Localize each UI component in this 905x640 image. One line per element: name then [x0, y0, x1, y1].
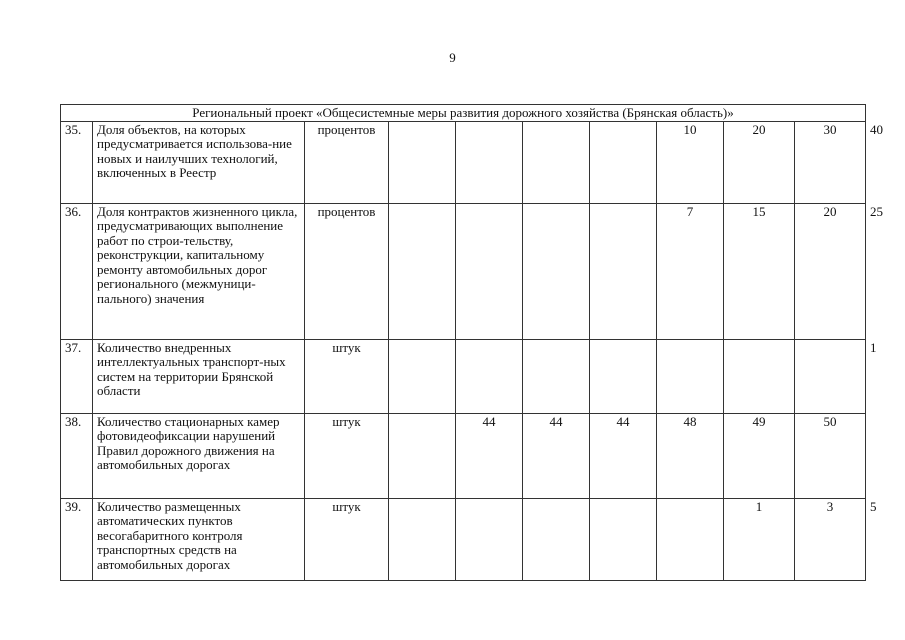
value-cell — [389, 203, 456, 339]
value-cell — [456, 203, 523, 339]
value-cell — [389, 339, 456, 413]
value-cell — [523, 498, 590, 580]
value-cell: 7 — [657, 203, 724, 339]
value-cell: 49 — [724, 413, 795, 498]
value-cell — [389, 413, 456, 498]
value-cell — [456, 121, 523, 203]
section-header-row — [61, 105, 866, 122]
value-cell — [795, 339, 866, 413]
value-cell: 30 — [795, 121, 866, 203]
value-cell: 48 — [657, 413, 724, 498]
value-cell: 20 — [724, 121, 795, 203]
value-cell — [657, 498, 724, 580]
row-number: 35. — [61, 121, 93, 203]
value-cell — [456, 498, 523, 580]
value-cell: 50 — [795, 413, 866, 498]
row-number: 37. — [61, 339, 93, 413]
value-cell — [590, 339, 657, 413]
indicator-name: Количество внедренных интеллектуальных транспорт-ных систем на территории Брянской области — [93, 339, 305, 413]
value-cell — [590, 121, 657, 203]
unit-cell: процентов — [305, 203, 389, 339]
row-number: 36. — [61, 203, 93, 339]
value-cell: 44 — [456, 413, 523, 498]
value-cell — [590, 498, 657, 580]
unit-cell: штук — [305, 339, 389, 413]
table-row — [61, 413, 866, 498]
row-number: 38. — [61, 413, 93, 498]
row-number: 39. — [61, 498, 93, 580]
value-cell: 15 — [724, 203, 795, 339]
value-cell — [456, 339, 523, 413]
indicator-name: Количество стационарных камер фотовидеофиксации нарушений Правил дорожного движения на автомобильных дорогах — [93, 413, 305, 498]
value-cell — [724, 339, 795, 413]
table-row: 39. Количество размещенных автоматических пунктов весогабаритного контроля транспортных средств на автомобильных дорогах штук 1 3 5 — [61, 498, 866, 580]
value-cell: 44 — [590, 413, 657, 498]
value-cell — [523, 203, 590, 339]
unit-cell: штук — [305, 413, 389, 498]
value-cell — [657, 339, 724, 413]
value-cell — [590, 203, 657, 339]
table-row: 35. Доля объектов, на которых предусматривается использова-ние новых и наилучших технологий, включенных в Реестр процентов 10 20 30 40 — [61, 121, 866, 203]
value-cell — [523, 339, 590, 413]
indicator-name: Доля объектов, на которых предусматривается использова-ние новых и наилучших технологий, включенных в Реестр — [93, 121, 305, 203]
page-number: 9 — [449, 50, 456, 65]
value-cell: 44 — [523, 413, 590, 498]
value-cell: 3 — [795, 498, 866, 580]
value-cell: 20 — [795, 203, 866, 339]
value-cell — [389, 498, 456, 580]
table-row: 36. Доля контрактов жизненного цикла, предусматривающих выполнение работ по строи-тельству, реконструкции, капитальному ремонту автомобильных дорог регионального (межмуници-пального) значения процентов 7 15 20 25 — [61, 203, 866, 339]
unit-cell: процентов — [305, 121, 389, 203]
unit-cell: штук — [305, 498, 389, 580]
value-cell: 10 — [657, 121, 724, 203]
value-cell — [523, 121, 590, 203]
section-title: Региональный проект «Общесистемные меры развития дорожного хозяйства (Брянская область)» — [61, 105, 866, 122]
indicators-table — [60, 104, 883, 581]
table-row: 37. Количество внедренных интеллектуальных транспорт-ных систем на территории Брянской области штук 1 — [61, 339, 866, 413]
indicator-name: Доля контрактов жизненного цикла, предусматривающих выполнение работ по строи-тельству, реконструкции, капитальному ремонту автомобильных дорог регионального (межмуници-пального) значения — [93, 203, 305, 339]
value-cell — [389, 121, 456, 203]
value-cell: 1 — [724, 498, 795, 580]
indicator-name: Количество размещенных автоматических пунктов весогабаритного контроля транспортных средств на автомобильных дорогах — [93, 498, 305, 580]
